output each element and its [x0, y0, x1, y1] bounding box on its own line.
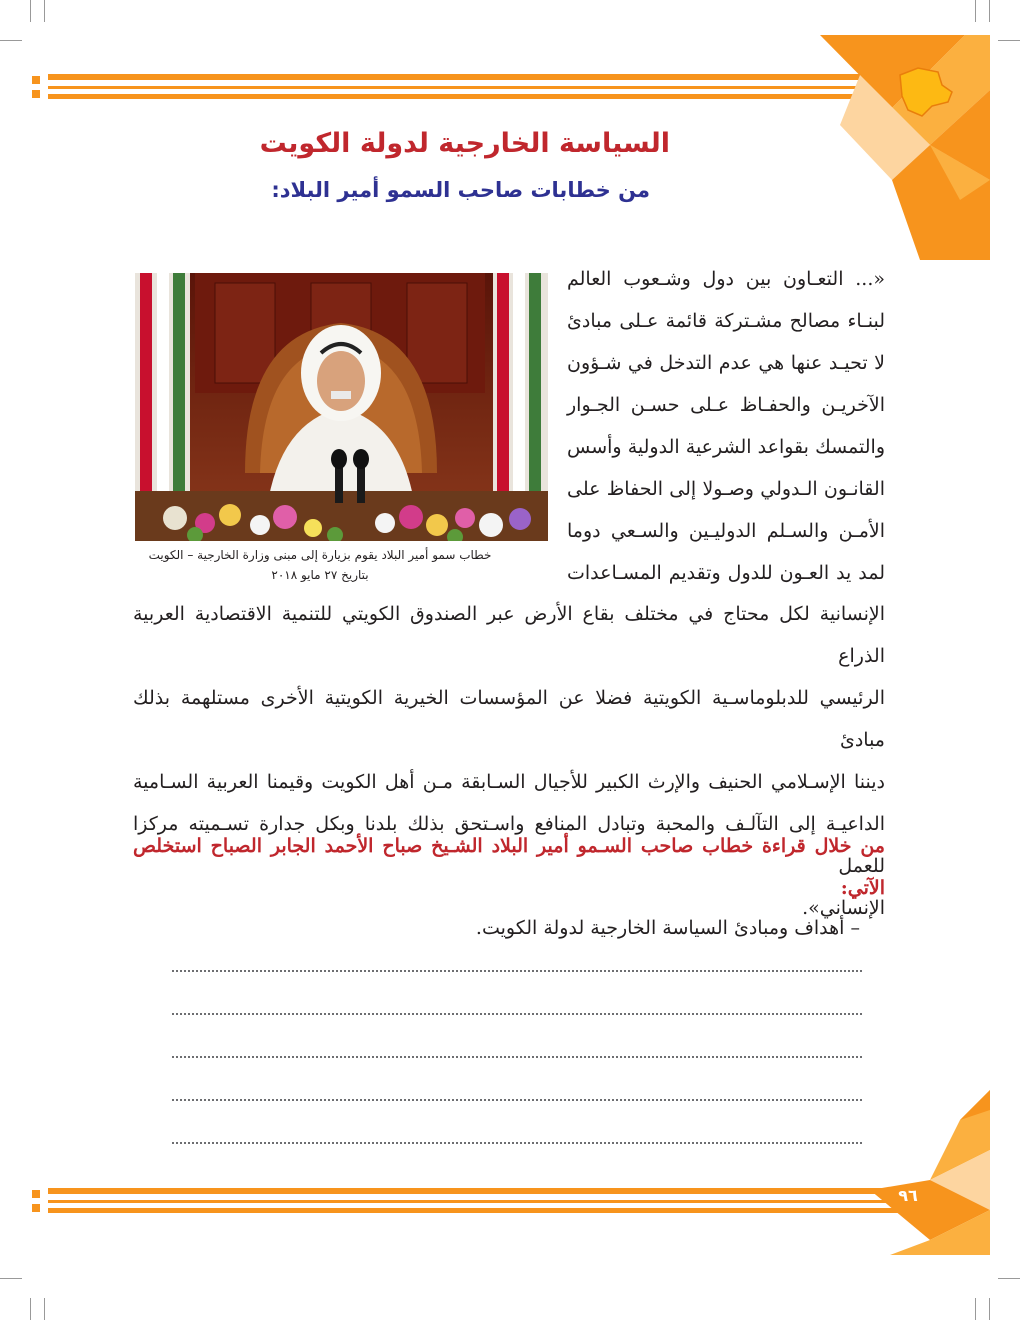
crop-mark	[30, 1298, 31, 1320]
photo-caption-line: خطاب سمو أمير البلاد يقوم بزيارة إلى مبنى وزارة الخارجية – الكويت	[148, 548, 492, 562]
crop-mark	[998, 40, 1020, 41]
page-subtitle: من خطابات صاحب السمو أمير البلاد:	[271, 178, 650, 202]
page-number: ٩٦	[898, 1186, 918, 1205]
emir-photo-illustration	[135, 273, 548, 541]
footer-bar-dot	[32, 1190, 40, 1198]
crop-mark	[975, 1298, 976, 1320]
corner-decoration	[800, 30, 990, 260]
answer-line[interactable]	[172, 1142, 862, 1144]
crop-mark	[44, 0, 45, 22]
emir-photo	[135, 273, 548, 541]
header-bar	[48, 94, 900, 99]
speech-line: «... التعـاون بين دول وشـعوب العالم	[567, 268, 885, 290]
page-title: السياسة الخارجية لدولة الكويت	[259, 128, 670, 159]
corner-decoration	[870, 1090, 990, 1255]
header-bar-dot	[32, 76, 40, 84]
speech-line: الأمـن والسـلم الدوليـين والسـعي دوما	[567, 520, 885, 542]
speech-line: لمد يد العـون للدول وتقديم المسـاعدات	[567, 562, 885, 584]
crop-mark	[975, 0, 976, 22]
question-line: الآتي:	[840, 877, 885, 899]
speech-line: الإنساني».	[802, 897, 885, 919]
speech-line: الآخريـن والحفـاظ عـلى حسـن الجـوار	[567, 394, 885, 416]
footer-bar-dot	[32, 1204, 40, 1212]
footer-bar	[48, 1188, 900, 1194]
footer-bar	[48, 1208, 900, 1213]
activity-task: – أهداف ومبادئ السياسة الخارجية لدولة الكويت.	[475, 917, 860, 939]
answer-line[interactable]	[172, 1013, 862, 1015]
speech-quote-column	[567, 258, 885, 594]
speech-line: الداعيـة إلى التآلـف والمحبة وتبادل المنافع واسـتحق بذلك بلدنا وبكل جدارة تسـميته مركزا للعمل	[133, 813, 885, 877]
speech-line: الرئيسي للدبلوماسـية الكويتية فضلا عن المؤسسات الخيرية الكويتية الأخرى مستلهمة بذلك مبادئ	[133, 687, 885, 751]
footer-bar	[48, 1200, 900, 1203]
header-bar	[48, 74, 900, 80]
crop-mark	[989, 0, 990, 22]
speech-line: القانـون الـدولي وصـولا إلى الحفاظ على	[567, 478, 885, 500]
answer-line[interactable]	[172, 1099, 862, 1101]
speech-line: الإنسانية لكل محتاج في مختلف بقاع الأرض عبر الصندوق الكويتي للتنمية الاقتصادية العربية الذراع	[133, 603, 885, 667]
question-line: من خلال قراءة خطاب صاحب السـمو أمير البلاد الشـيخ صباح الأحمد الجابر الصباح استخلص	[133, 835, 885, 857]
speech-line: ديننا الإسـلامي الحنيف والإرث الكبير للأجيال السـابقة مـن أهل الكويت وقيمنا العربية السـامية	[133, 771, 885, 793]
answer-line[interactable]	[172, 970, 862, 972]
crop-mark	[0, 40, 22, 41]
speech-line: والتمسك بقواعد الشرعية الدولية وأسس	[567, 436, 885, 458]
crop-mark	[0, 1278, 22, 1279]
answer-line[interactable]	[172, 1056, 862, 1058]
crop-mark	[998, 1278, 1020, 1279]
crop-mark	[44, 1298, 45, 1320]
speech-line: لا تحيـد عنها هي عدم التدخل في شـؤون	[567, 352, 885, 374]
crop-mark	[989, 1298, 990, 1320]
speech-line: لبنـاء مصالح مشـتركة قائمة عـلى مبادئ	[567, 310, 885, 332]
photo-caption	[135, 545, 505, 585]
header-bar	[48, 86, 900, 89]
crop-mark	[30, 0, 31, 22]
header-bar-dot	[32, 90, 40, 98]
photo-caption-line: بتاريخ ٢٧ مايو ٢٠١٨	[271, 568, 369, 582]
activity-question	[133, 825, 885, 909]
